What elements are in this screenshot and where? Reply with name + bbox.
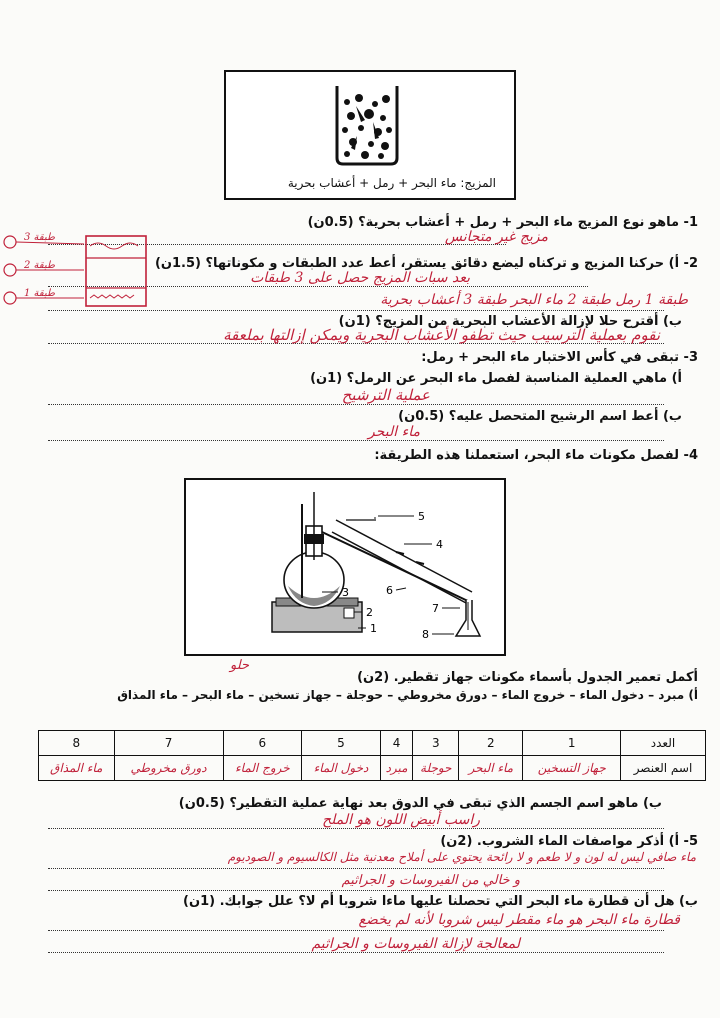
figure-label-5: 5 bbox=[418, 510, 425, 523]
question-4: 4- لفصل مكونات ماء البحر، استعملنا هذه الطريقة: bbox=[374, 448, 698, 463]
handwritten-answer-5b-line2: لمعالجة لإزالة الفيروسات و الجراثيم bbox=[311, 936, 520, 952]
table-header-label: العدد bbox=[621, 731, 706, 756]
table-number-4: 4 bbox=[380, 731, 413, 756]
answer-line-3a bbox=[48, 404, 664, 405]
answer-line-5a-1 bbox=[48, 868, 664, 869]
handwritten-answer-5a-line2: و خالي من الفيروسات و الجراثيم bbox=[341, 873, 520, 888]
sketch-label-layer-3: طبقة 3 bbox=[24, 232, 55, 243]
question-1: 1- ماهو نوع المزيج ماء البحر + رمل + أعشاب بحرية؟ (0.5ن) bbox=[307, 215, 698, 230]
handwritten-answer-4b: راسب أبيض اللون هو الملح bbox=[322, 812, 480, 828]
figure-label-4: 4 bbox=[436, 538, 443, 551]
table-answer-1: جهاز التسخين bbox=[523, 756, 621, 781]
handwritten-answer-5b-line1: قطارة ماء البحر هو ماء مقطر ليس شروبا لأنه لم يخضع bbox=[358, 912, 680, 928]
question-4a-options: أ) مبرد – دخول الماء – خروج الماء – دورق مخروطي – حوجلة – جهاز تسخين – ماء البحر – ماء المذاق bbox=[117, 688, 698, 702]
handwritten-layers-sketch bbox=[0, 228, 160, 318]
mixture-caption: المزيج: ماء البحر + رمل + أعشاب بحرية bbox=[287, 176, 496, 190]
handwritten-answer-1: مزيج غير متجانس bbox=[444, 229, 548, 245]
question-2a: 2- أ) حركنا المزيج و تركناه ليضع دقائق يستقر، أعط عدد الطبقات و مكوناتها؟ (1.5ن) bbox=[154, 256, 698, 271]
figure-label-8: 8 bbox=[422, 628, 429, 641]
handwritten-answer-3b: ماء البحر bbox=[368, 424, 420, 440]
table-row-answers bbox=[39, 756, 706, 781]
table-answer-3: حوجلة bbox=[413, 756, 459, 781]
answer-line-5a-2 bbox=[48, 890, 664, 891]
table-number-8: 8 bbox=[39, 731, 115, 756]
question-5b: ب) هل أن قطارة ماء البحر التي تحصلنا عليها ماءا شروبا أم لا؟ علل جوابك. (1ن) bbox=[183, 894, 698, 909]
figure-label-3: 3 bbox=[342, 586, 349, 599]
sketch-label-layer-2: طبقة 2 bbox=[24, 260, 55, 271]
table-answer-5: دخول الماء bbox=[302, 756, 381, 781]
figure-label-7: 7 bbox=[432, 602, 439, 615]
distillation-figure-frame bbox=[184, 478, 506, 656]
figure-label-2: 2 bbox=[366, 606, 373, 619]
table-answer-2: ماء البحر bbox=[459, 756, 523, 781]
figure-label-1: 1 bbox=[370, 622, 377, 635]
handwritten-answer-2a-line2: طبقة 1 رمل طبقة 2 ماء البحر طبقة 3 أعشاب بحرية bbox=[380, 292, 688, 308]
handwritten-answer-2b: نقوم بعملية الترسيب حيث تطفو الأعشاب البحرية ويمكن إزالتها بملعقة bbox=[223, 326, 660, 344]
question-3: 3- تبقى في كأس الاختبار ماء البحر + رمل: bbox=[421, 350, 698, 365]
table-row-label: اسم العنصر bbox=[621, 756, 706, 781]
table-number-3: 3 bbox=[413, 731, 459, 756]
table-row-numbers bbox=[39, 731, 706, 756]
beaker-mixture-illustration bbox=[331, 84, 403, 166]
answer-line-4b bbox=[48, 828, 664, 829]
table-answer-4: مبرد bbox=[380, 756, 413, 781]
question-3b: ب) أعط اسم الرشيح المتحصل عليه؟ (0.5ن) bbox=[398, 409, 682, 424]
mixture-figure-frame bbox=[224, 70, 516, 200]
question-4a: أكمل تعمير الجدول بأسماء مكونات جهاز تقطير. (2ن) bbox=[357, 670, 698, 685]
handwritten-margin-note: حلو bbox=[230, 658, 250, 673]
figure-label-6: 6 bbox=[386, 584, 393, 597]
table-answer-7: دورق مخروطي bbox=[114, 756, 223, 781]
answer-line-5b-2 bbox=[48, 952, 664, 953]
question-4b: ب) ماهو اسم الجسم الذي تبقى في الدوق بعد نهاية عملية التقطير؟ (0.5ن) bbox=[178, 796, 662, 811]
question-3a: أ) ماهي العملية المناسبة لفصل ماء البحر عن الرمل؟ (1ن) bbox=[310, 371, 682, 386]
handwritten-answer-5a-line1: ماء صافي ليس له لون و لا طعم و لا رائحة يحتوي على أملاح معدنية مثل الكالسيوم و الصوديوم bbox=[227, 850, 696, 864]
handwritten-answer-3a: عملية الترشيح bbox=[341, 386, 430, 404]
handwritten-answer-2a-line1: بعد سبات المزيج حصل على 3 طبقات bbox=[250, 270, 470, 286]
sketch-label-layer-1: طبقة 1 bbox=[24, 288, 55, 299]
question-5a: 5- أ) أذكر مواصفات الماء الشروب. (2ن) bbox=[440, 834, 698, 849]
table-number-5: 5 bbox=[302, 731, 381, 756]
apparatus-table bbox=[38, 730, 706, 781]
table-number-7: 7 bbox=[114, 731, 223, 756]
answer-line-3b bbox=[48, 440, 664, 441]
table-number-2: 2 bbox=[459, 731, 523, 756]
table-number-1: 1 bbox=[523, 731, 621, 756]
question-2b: ب) أقترح حلا لإزالة الأعشاب البحرية من المزيج؟ (1ن) bbox=[338, 314, 682, 329]
table-number-6: 6 bbox=[223, 731, 302, 756]
distillation-apparatus-illustration bbox=[186, 480, 504, 654]
table-answer-8: ماء المذاق bbox=[39, 756, 115, 781]
answer-line-5b-1 bbox=[48, 930, 664, 931]
table-answer-6: خروج الماء bbox=[223, 756, 302, 781]
